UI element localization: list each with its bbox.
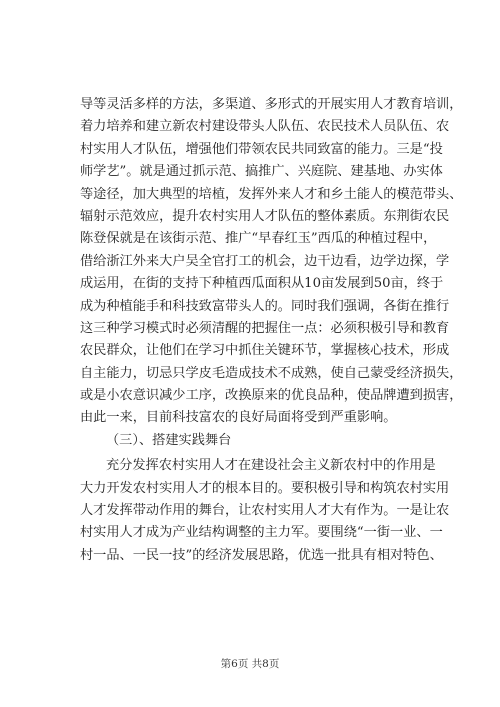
text-line: 由此一来，目前科技富农的良好局面将受到严重影响。 (80, 410, 397, 426)
text-line: 师学艺”。就是通过抓示范、搞推广、兴庭院、建基地、办实体 (80, 164, 443, 180)
document-body (80, 94, 463, 567)
text-line: 导等灵活多样的方法，多渠道、多形式的开展实用人才教育培训， (80, 97, 463, 112)
text-line: 陈登保就是在该街示范、推广“早春红玉”西瓜的种植过程中， (80, 231, 437, 247)
text-line: 辐射示范效应，提升农村实用人才队伍的整体素质。东荆街农民 (80, 208, 450, 224)
text-line: 等途径，加大典型的培植，发挥外来人才和乡土能人的模范带头、 (80, 186, 463, 202)
page-number: 第6页 共8页 (220, 658, 280, 670)
text-line: 成运用，在街的支持下种植西瓜面积从10亩发展到50亩，终于 (80, 276, 444, 292)
section-heading: （三）、搭建实践舞台 (106, 432, 232, 448)
paragraph (80, 455, 450, 567)
text-line: 村实用人才成为产业结构调整的主力军。要围绕“一街一业、一 (80, 525, 443, 541)
text-line: 借给浙江外来大户吴全官打工的机会，边干边看，边学边探，学 (80, 253, 450, 269)
text-line: 这三种学习模式时必须清醒的把握住一点：必须积极引导和教育 (80, 320, 450, 336)
text-line: 大力开发农村实用人才的根本目的。要积极引导和构筑农村实用 (80, 480, 450, 496)
text-line: 或是小农意识减少工序，改换原来的优良品种，使品牌遭到损害， (80, 388, 463, 404)
text-line: 自主能力，切忌只学皮毛造成技术不成熟，使自己蒙受经济损失， (80, 365, 463, 381)
text-line: 充分发挥农村实用人才在建设社会主义新农村中的作用是 (106, 458, 436, 474)
text-line: 着力培养和建立新农村建设带头人队伍、农民技术人员队伍、农 (80, 119, 450, 135)
text-line: 村实用人才队伍，增强他们带领农民共同致富的能力。三是“投 (80, 141, 443, 157)
text-line: 成为种植能手和科技致富带头人的。同时我们强调，各街在推行 (80, 298, 450, 314)
paragraph (80, 94, 463, 430)
text-line: 农民群众，让他们在学习中抓住关键环节，掌握核心技术，形成 (80, 343, 450, 359)
text-line: 人才发挥带动作用的舞台，让农村实用人才大有作为。一是让农 (80, 503, 450, 519)
text-line: 村一品、一民一技”的经济发展思路，优选一批具有相对特色、 (80, 547, 443, 563)
